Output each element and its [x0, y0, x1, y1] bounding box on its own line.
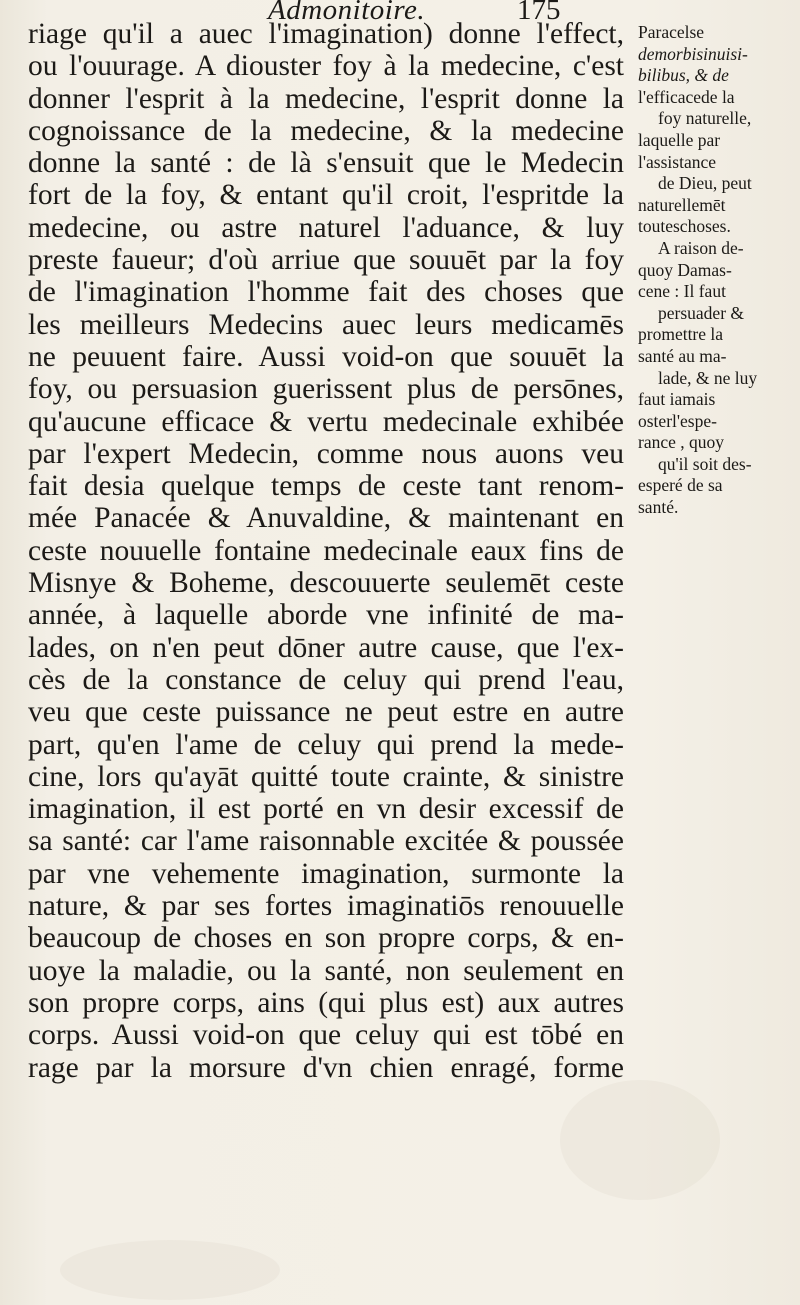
- text-line: année, à laquelle aborde vne infinité de ma-: [28, 599, 624, 632]
- text-line: corps. Aussi void-on que celuy qui est tōbé en: [28, 1019, 624, 1052]
- margin-note-line: de Dieu, peut: [658, 173, 752, 194]
- margin-note-line: touteschoses.: [638, 216, 731, 237]
- margin-note-line: demorbisinuisi-: [638, 43, 748, 64]
- text-line: qu'aucune efficace & vertu medecinale exhibée: [28, 405, 624, 438]
- running-head: Admonitoire.: [268, 0, 426, 26]
- text-line: cine, lors qu'ayāt quitté toute crainte, & sinistre: [28, 760, 624, 793]
- text-line: mée Panacée & Anuvaldine, & maintenant en: [28, 502, 624, 535]
- margin-note-line: quoy Damas-: [638, 259, 732, 280]
- margin-note-line: promettre la: [638, 324, 724, 345]
- text-line: par l'expert Medecin, comme nous auons veu: [28, 437, 624, 470]
- text-line: ceste nouuelle fontaine medecinale eaux fins de: [28, 534, 624, 567]
- margin-note-line: cene : Il faut: [638, 281, 726, 302]
- margin-note-line: naturellemēt: [638, 194, 726, 215]
- margin-note-line: [638, 540, 796, 562]
- margin-note-line: l'assistance: [638, 151, 716, 172]
- text-line: medecine, ou astre naturel l'aduance, & luy: [28, 211, 624, 244]
- text-line: [28, 1245, 628, 1277]
- text-line: les meilleurs Medecins auec leurs medicamēs: [28, 308, 624, 341]
- margin-note-line: Paracelse: [638, 22, 705, 42]
- text-line: sa santé: car l'ame raisonnable excitée & poussée: [28, 825, 624, 858]
- margin-note-line: qu'il soit des-: [658, 453, 752, 474]
- text-line: veu que ceste puissance ne peut estre en autre: [28, 696, 624, 729]
- text-line: lades, on n'en peut dōner autre cause, que l'ex-: [28, 631, 624, 664]
- margin-note-line: santé au ma-: [638, 345, 727, 366]
- margin-note-line: A raison de-: [658, 237, 744, 258]
- text-line: fort de la foy, & entant qu'il croit, l'espritde la: [28, 179, 624, 212]
- text-line: cognoissance de la medecine, & la medecine: [28, 114, 624, 147]
- text-line: par vne vehemente imagination, surmonte la: [28, 857, 624, 890]
- margin-note-line: faut iamais: [638, 389, 716, 410]
- main-text: [28, 18, 628, 1278]
- margin-note-line: bilibus, & de: [638, 65, 729, 86]
- text-line: riage qu'il a auec l'imagination) donne l'effect,: [28, 18, 624, 50]
- text-line: donner l'esprit à la medecine, l'esprit donne la: [28, 82, 624, 115]
- margin-note-line: rance , quoy: [638, 432, 725, 453]
- text-line: Misnye & Boheme, descouuerte seulemēt ceste: [28, 567, 624, 600]
- text-line: cès de la constance de celuy qui prend l'eau,: [28, 663, 624, 696]
- margin-note-line: laquelle par: [638, 129, 721, 150]
- margin-note-line: santé.: [638, 497, 679, 518]
- text-line: imagination, il est porté en vn desir excessif de: [28, 793, 624, 826]
- text-line: [28, 1148, 628, 1180]
- margin-note-line: foy naturelle,: [658, 108, 752, 129]
- text-line: [28, 1084, 628, 1116]
- text-line: beaucoup de choses en son propre corps, & en-: [28, 922, 624, 955]
- text-line: foy, ou persuasion guerissent plus de persōnes,: [28, 373, 624, 406]
- margin-note-line: persuader &: [658, 302, 745, 323]
- text-line: preste faueur; d'où arriue que souuēt par la foy: [28, 244, 624, 277]
- text-line: [28, 1116, 628, 1148]
- text-line: son propre corps, ains (qui plus est) aux autres: [28, 986, 624, 1019]
- text-line: [28, 1181, 628, 1213]
- text-line: fait desia quelque temps de ceste tant renom-: [28, 470, 624, 503]
- text-line: nature, & par ses fortes imaginatiōs renouuelle: [28, 890, 624, 923]
- page-number: 175: [517, 0, 561, 26]
- text-line: donne la santé : de là s'ensuit que le Medecin: [28, 147, 624, 180]
- margin-note-line: l'efficacede la: [638, 86, 735, 107]
- margin-note-line: [638, 519, 796, 541]
- text-line: uoye la maladie, ou la santé, non seulement en: [28, 954, 624, 987]
- text-line: part, qu'en l'ame de celuy qui prend la mede-: [28, 728, 624, 761]
- margin-note-line: esperé de sa: [638, 475, 723, 496]
- margin-note-line: [638, 562, 796, 584]
- text-line: de l'imagination l'homme fait des choses que: [28, 276, 624, 309]
- margin-note-line: lade, & ne luy: [658, 367, 758, 388]
- text-line: ne peuuent faire. Aussi void-on que souuēt la: [28, 340, 624, 373]
- text-line: rage par la morsure d'vn chien enragé, forme: [28, 1051, 624, 1084]
- text-line: [28, 1213, 628, 1245]
- margin-note-line: osterl'espe-: [638, 410, 717, 431]
- margin-note: [638, 22, 796, 583]
- text-line: ou l'ouurage. A diouster foy à la medecine, c'est: [28, 50, 624, 83]
